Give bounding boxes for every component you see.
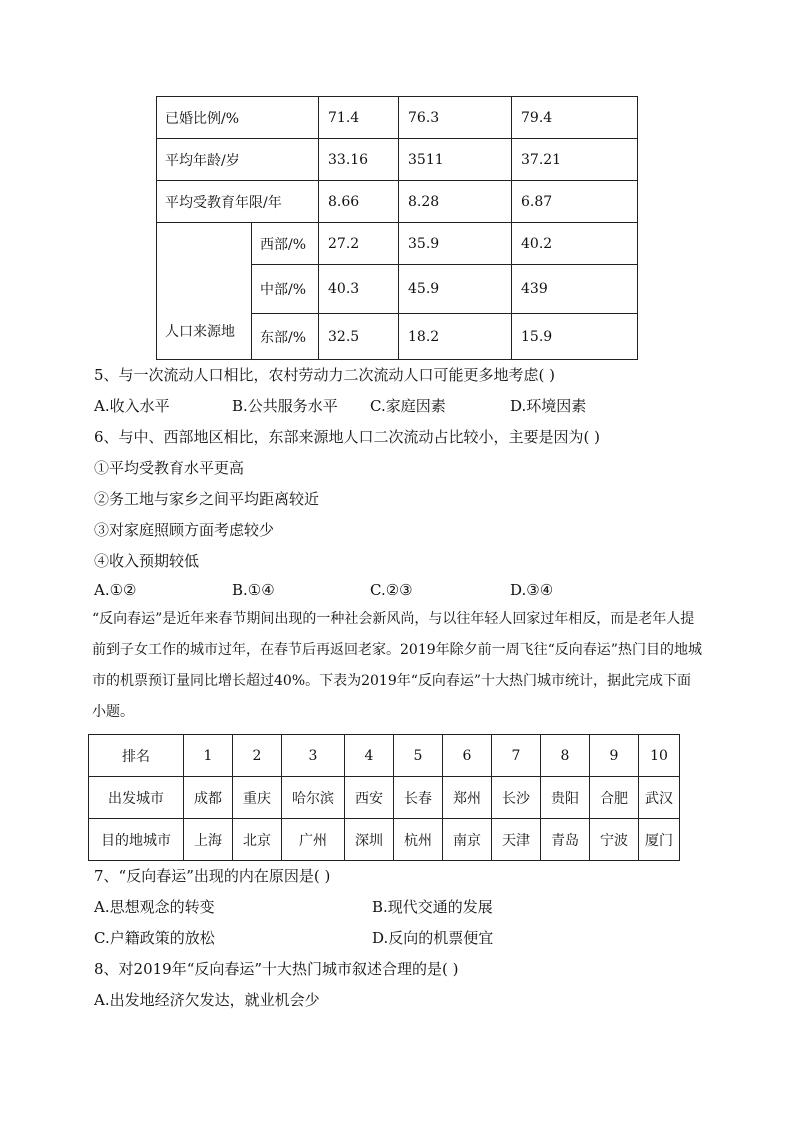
q6-item-3: ③对家庭照顾方面考虑较少: [94, 521, 275, 539]
reverse-spring-migration-passage: “反向春运”是近年来春节期间出现的一种社会新风尚，与以往年轻人回家过年相反，而是老年人提前到子女工作的城市过年，在春节后再返回老家。2019年除夕前一周飞往“反向春运”热门目的地城市的机票预订量同比增长超过40%。下表为2019年“反向春运”十大热门城市统计，据此完成下面小题。: [92, 611, 702, 720]
cell: 成都: [184, 777, 233, 819]
table-row: [89, 735, 680, 777]
q6-item-2: ②务工地与家乡之间平均距离较近: [94, 490, 320, 508]
cell: 37.21: [512, 139, 638, 181]
cell: 青岛: [541, 819, 590, 861]
q7-option-d: D.反向的机票便宜: [372, 929, 494, 947]
cell: 上海: [184, 819, 233, 861]
cell: 76.3: [399, 97, 512, 139]
cell: 2: [233, 735, 282, 777]
row-label: 平均受教育年限/年: [157, 181, 319, 223]
cell: 6.87: [512, 181, 638, 223]
cell: 10: [639, 735, 680, 777]
cell: 8.28: [399, 181, 512, 223]
table-row: [157, 181, 638, 223]
q6-option-d: D.③④: [510, 581, 554, 599]
cell: 439: [512, 265, 638, 314]
row-label: 西部/%: [252, 223, 319, 265]
cell: 18.2: [399, 314, 512, 360]
q5-option-c: C.家庭因素: [370, 397, 446, 415]
question-7: 7、“反向春运”出现的内在原因是( ): [94, 867, 331, 885]
q7-option-b: B.现代交通的发展: [372, 898, 493, 916]
table-row: [157, 139, 638, 181]
table-row: [157, 97, 638, 139]
q5-option-b: B.公共服务水平: [232, 397, 338, 415]
cell: 3511: [399, 139, 512, 181]
q6-option-b: B.①④: [232, 581, 275, 599]
group-label: 人口来源地: [157, 223, 252, 360]
table-row: [89, 777, 680, 819]
cell: 8.66: [319, 181, 399, 223]
q6-option-a: A.①②: [94, 581, 137, 599]
cell: 3: [282, 735, 345, 777]
row-label: 平均年龄/岁: [157, 139, 319, 181]
cell: 9: [590, 735, 639, 777]
row-label: 中部/%: [252, 265, 319, 314]
cell: 71.4: [319, 97, 399, 139]
cell: 南京: [443, 819, 492, 861]
dest-header: 目的地城市: [89, 819, 184, 861]
table-row: [157, 223, 638, 265]
cell: 宁波: [590, 819, 639, 861]
cell: 合肥: [590, 777, 639, 819]
q6-item-4: ④收入预期较低: [94, 552, 200, 570]
cell: 西安: [345, 777, 394, 819]
q5-option-a: A.收入水平: [94, 397, 170, 415]
cell: 杭州: [394, 819, 443, 861]
question-5: 5、与一次流动人口相比，农村劳动力二次流动人口可能更多地考虑( ): [94, 366, 556, 384]
question-8: 8、对2019年“反向春运”十大热门城市叙述合理的是( ): [94, 960, 459, 978]
q6-option-c: C.②③: [370, 581, 413, 599]
q5-option-d: D.环境因素: [510, 397, 587, 415]
cell: 重庆: [233, 777, 282, 819]
cell: 33.16: [319, 139, 399, 181]
cell: 40.2: [512, 223, 638, 265]
table-row: [89, 819, 680, 861]
cell: 79.4: [512, 97, 638, 139]
cell: 40.3: [319, 265, 399, 314]
cell: 贵阳: [541, 777, 590, 819]
cell: 35.9: [399, 223, 512, 265]
cell: 27.2: [319, 223, 399, 265]
top-cities-table: [88, 734, 680, 861]
question-6: 6、与中、西部地区相比，东部来源地人口二次流动占比较小，主要是因为( ): [94, 428, 601, 446]
cell: 8: [541, 735, 590, 777]
rank-header: 排名: [89, 735, 184, 777]
cell: 厦门: [639, 819, 680, 861]
origin-header: 出发城市: [89, 777, 184, 819]
cell: 5: [394, 735, 443, 777]
q7-option-a: A.思想观念的转变: [94, 898, 215, 916]
cell: 4: [345, 735, 394, 777]
q8-option-a: A.出发地经济欠发达，就业机会少: [94, 991, 320, 1009]
q6-item-1: ①平均受教育水平更高: [94, 459, 245, 477]
cell: 郑州: [443, 777, 492, 819]
q7-option-c: C.户籍政策的放松: [94, 929, 215, 947]
cell: 哈尔滨: [282, 777, 345, 819]
cell: 45.9: [399, 265, 512, 314]
cell: 武汉: [639, 777, 680, 819]
cell: 15.9: [512, 314, 638, 360]
cell: 1: [184, 735, 233, 777]
population-stats-table: [156, 96, 638, 360]
cell: 6: [443, 735, 492, 777]
row-label: 东部/%: [252, 314, 319, 360]
cell: 长春: [394, 777, 443, 819]
cell: 长沙: [492, 777, 541, 819]
cell: 北京: [233, 819, 282, 861]
row-label: 已婚比例/%: [157, 97, 319, 139]
cell: 7: [492, 735, 541, 777]
cell: 广州: [282, 819, 345, 861]
cell: 32.5: [319, 314, 399, 360]
cell: 深圳: [345, 819, 394, 861]
cell: 天津: [492, 819, 541, 861]
